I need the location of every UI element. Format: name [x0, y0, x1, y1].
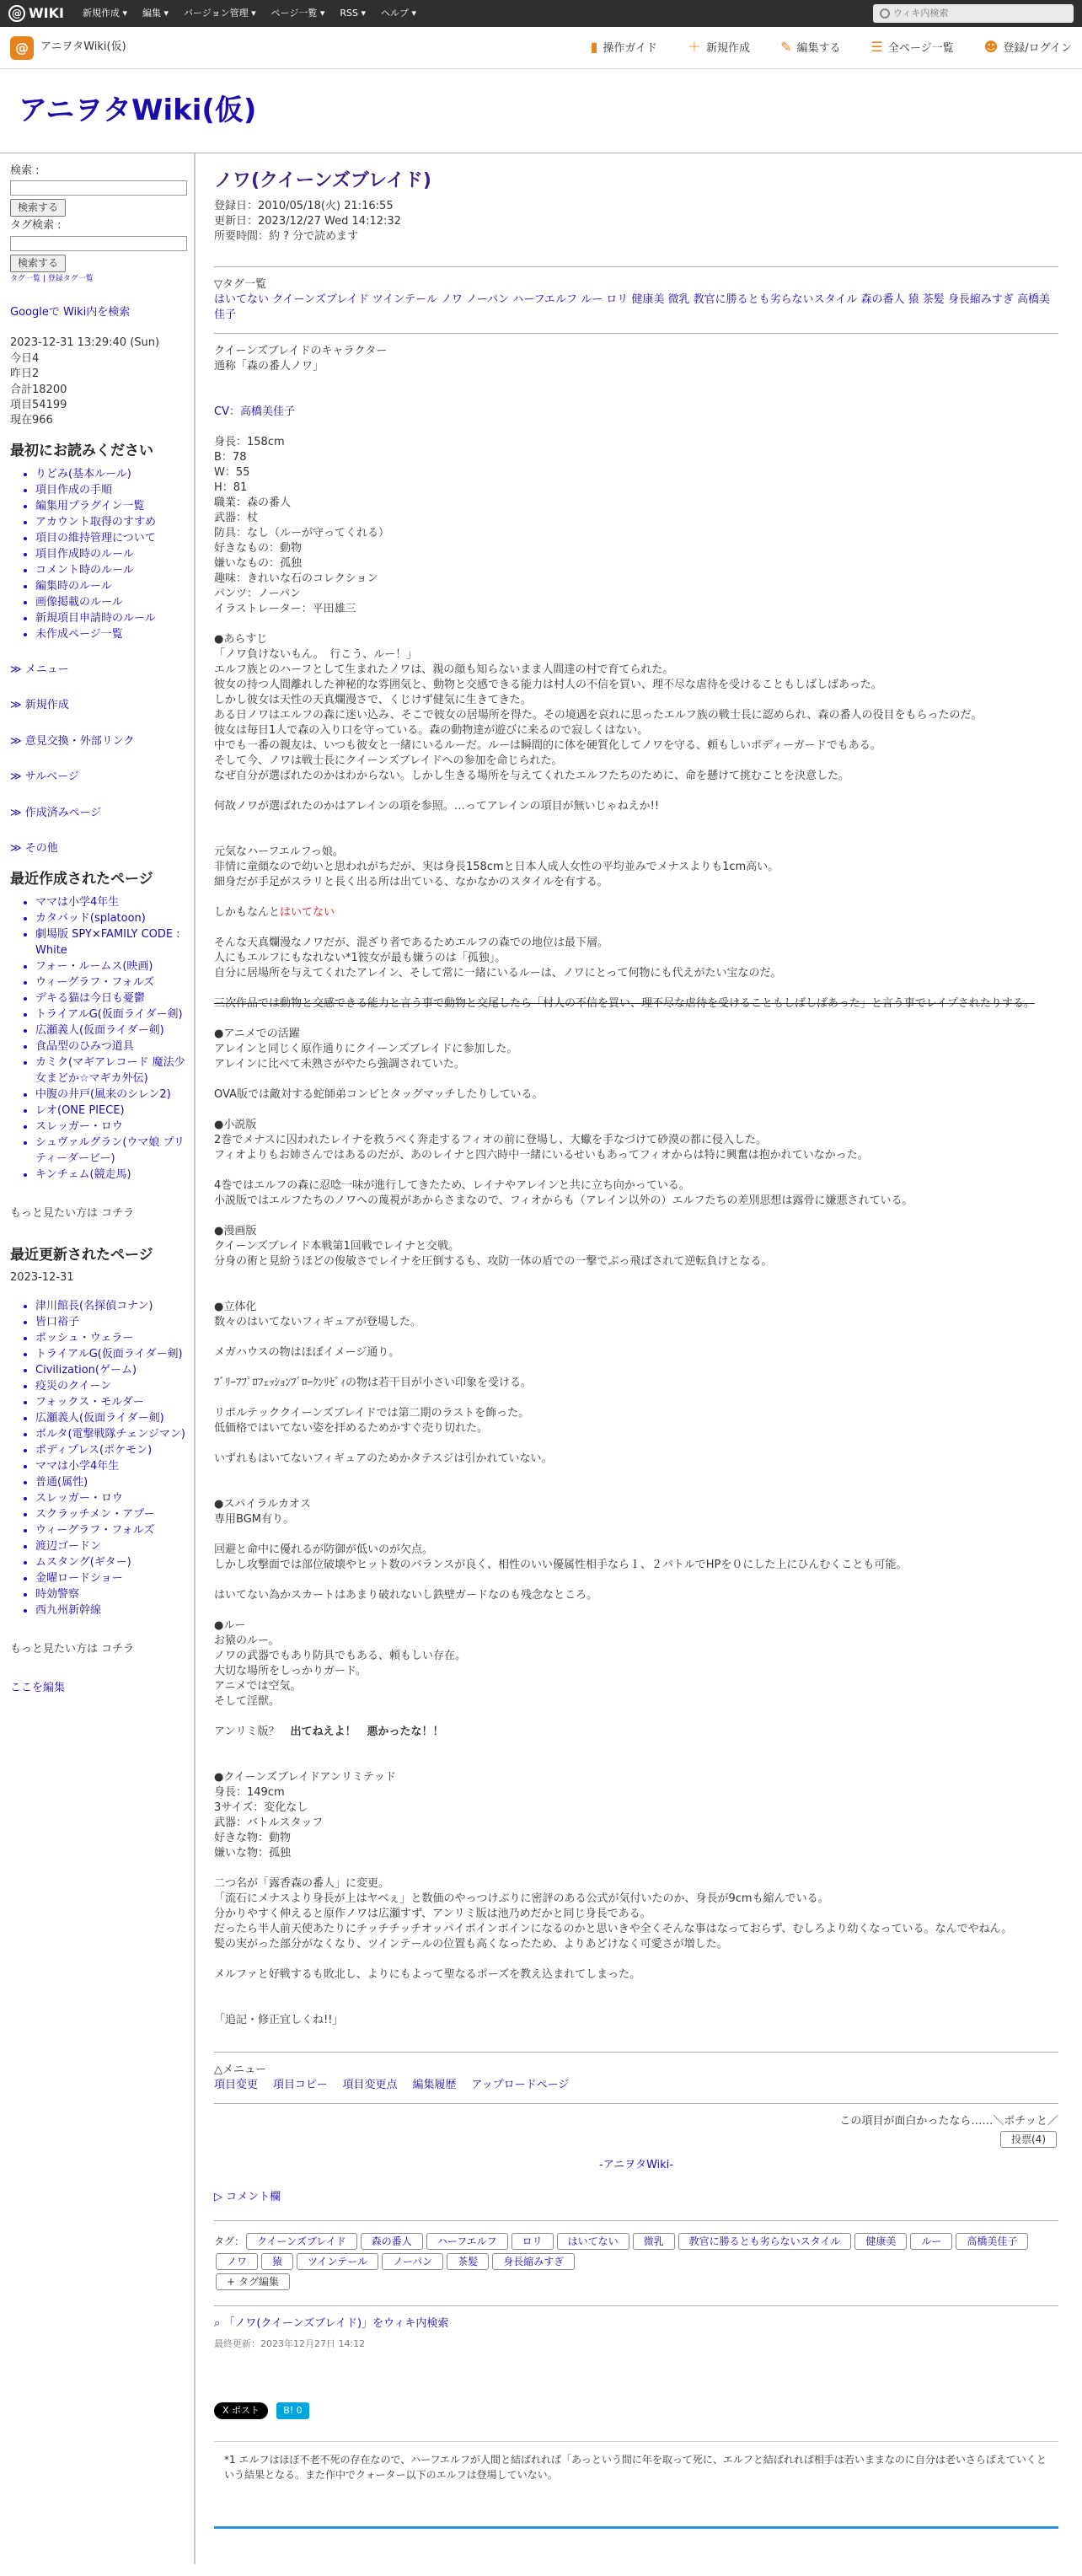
- unlimited-desc-line: 髪の実がった部分がなくなり、ツインテールの位置も高くなったため、よりあどけなく可愛さが増した。: [214, 1938, 728, 1951]
- recent-updated-item[interactable]: • スクラッチメン・アプー: [35, 1506, 194, 1522]
- roo-line: 大切な場所をしっかりガード。: [214, 1665, 367, 1677]
- profile-line: 好きなもの：動物: [214, 542, 303, 555]
- access-stats: [10, 335, 194, 429]
- site-bar: [0, 27, 1082, 69]
- manga-line: 分身の術と見紛うほどの俊敏さでレイナを圧倒するも、攻防一体の盾での一撃でぶっ飛ばされて逆転負けとなる。: [214, 1255, 773, 1268]
- synopsis-line: しかし彼女は天性の天真爛漫さで、くじけず健気に生きてきた。: [214, 694, 532, 706]
- page-meta: [214, 199, 1058, 244]
- tag-edit-button[interactable]: + タグ編集: [216, 2273, 290, 2290]
- profile-line: 趣味：きれいな石のコレクション: [214, 572, 378, 585]
- profile-line: 嫌いなもの：孤独: [214, 557, 303, 570]
- sidebar-section[interactable]: ≫ サルベージ: [10, 770, 79, 784]
- read-first-title: 最初にお読みください: [10, 442, 153, 459]
- chaos-line: 回避と命中に優れるが防御が低いのが欠点。: [214, 1543, 434, 1556]
- book-icon: ▮: [590, 39, 598, 56]
- menu-help[interactable]: ヘルプ ▾: [381, 8, 417, 19]
- tag-box: [214, 2231, 1058, 2272]
- unlimited-line: ●クイーンズブレイドアンリミテッド: [214, 1771, 396, 1784]
- anirumi-prefix: アンリミ版？: [214, 1725, 291, 1738]
- recent-created-item[interactable]: • ウィーグラフ・フォルズ: [35, 974, 194, 990]
- menu-new[interactable]: 新規作成 ▾: [82, 8, 127, 19]
- menu-rss[interactable]: RSS ▾: [340, 8, 367, 19]
- tag-chip[interactable]: クイーンズブレイド: [246, 2233, 357, 2250]
- novel-line: ●小説版: [214, 1119, 257, 1131]
- tag-chip[interactable]: ツインテール: [297, 2253, 378, 2270]
- guide-button[interactable]: [591, 38, 657, 57]
- intro-line: クイーンズブレイドのキャラクター: [214, 345, 388, 357]
- tag-chip[interactable]: ノワ: [216, 2253, 258, 2270]
- tag-heading: ▽タグ一覧: [214, 278, 266, 291]
- wiki-title[interactable]: アニヲタWiki(仮): [19, 94, 257, 128]
- recent-created-item[interactable]: • ママは小学4年生: [35, 894, 194, 910]
- unlimited-desc-line: だったら半人前天使あたりにチッチチッチオッパイボインボインになるのかと思いきや全くそんな事はなっておらず、むしろより幼くなっている。なんでやねん。: [214, 1923, 1013, 1935]
- site-icon: @: [10, 36, 34, 60]
- meta-line: 登録日：2010/05/18(火) 21:16:55: [214, 200, 394, 212]
- figure-line: リボルテッククイーンズブレイドでは第二期のラストを飾った。: [214, 1407, 530, 1419]
- wiki-search-input[interactable]: ウィキ内検索: [873, 4, 1074, 23]
- recent-created-item[interactable]: • フォー・ルームス(映画): [35, 958, 194, 974]
- synopsis-line: 彼女は毎日1人で森の入り口を守っている。森の動物達が遊びに来るので寂しくはない。: [214, 724, 649, 737]
- read-first-list: [10, 466, 194, 642]
- profile-line: 身長：158cm: [214, 436, 285, 448]
- article: [196, 153, 1082, 2564]
- synopsis-line: ある日ノワはエルフの森に迷い込み、そこで彼女の居場所を得た。その境遇を哀れに思ったエルフ族の戦士長に認められ、森の番人の役目をもらったのだ。: [214, 709, 983, 722]
- stat-line: 合計18200: [10, 383, 67, 396]
- logo-text: WIKI: [29, 4, 64, 21]
- description-line: 細身だが手足がスラリと長く出る所は出ている、なかなかのスタイルを有する。: [214, 876, 608, 888]
- read-first-item[interactable]: • コメント時のルール: [35, 562, 194, 578]
- recent-updated-title: 最近更新されたページ: [10, 1247, 153, 1264]
- meta-line: 所要時間：約 ? 分で読めます: [214, 230, 359, 243]
- unlimited-line: 嫌いな物：孤独: [214, 1847, 292, 1860]
- menu-link[interactable]: 項目変更点: [342, 2079, 398, 2091]
- tag-chip[interactable]: 茶髪: [447, 2253, 489, 2270]
- site-name-text: アニヲタWiki(仮): [40, 40, 126, 54]
- anime-line: アレインに比べて未熟さがやたら強調されていた。: [214, 1058, 465, 1071]
- chaos-line: しかし攻撃面では部位破壊やヒット数のバランスが良く、相性のいい優属性相手なら１、２バトルでHPを０にした上にひんむくことも可能。: [214, 1559, 908, 1571]
- plus-icon: ＋: [688, 39, 702, 56]
- stat-line: 昨日2: [10, 368, 40, 381]
- recent-updated-item[interactable]: • スレッガー・ロウ: [35, 1490, 194, 1506]
- vote-button[interactable]: 投票(4): [1000, 2131, 1057, 2148]
- read-first-item[interactable]: • 編集用プラグイン一覧: [35, 498, 194, 514]
- tag-chip[interactable]: 健康美: [854, 2233, 907, 2250]
- recent-updated-item[interactable]: • 西九州新幹線: [35, 1602, 194, 1618]
- tag-chip[interactable]: ノーパン: [382, 2253, 443, 2270]
- haiteinai-highlight: はいてない: [280, 906, 335, 919]
- tag-chip[interactable]: ハーフエルフ: [426, 2233, 508, 2250]
- figure-line: ﾌﾞﾘｰﾌﾌﾟﾛﾌｪｯｼｮﾝﾌﾞﾛｰｸﾝﾘｾﾞｨの物は若干目が小さい印象を受ける。: [214, 1377, 533, 1389]
- menu-edit[interactable]: 編集 ▾: [142, 8, 169, 19]
- read-first-item[interactable]: • 項目の維持管理について: [35, 530, 194, 546]
- chaos-line: 専用BGM有り。: [214, 1513, 294, 1526]
- stat-line: 2023-12-31 13:29:40 (Sun): [10, 336, 160, 350]
- recent-updated-item[interactable]: • ママは小学4年生: [35, 1458, 194, 1474]
- figure-line: 数々のはいてないフィギュアが登場した。: [214, 1316, 421, 1328]
- recent-created-item[interactable]: • キンチェム(競走馬): [35, 1167, 194, 1183]
- tag-chip[interactable]: 森の番人: [361, 2233, 423, 2250]
- unlimited-desc-line: 分かりやすく伸えると原作ノワは広瀬すず、アンリミ版は池乃めだかと同じ身長である。: [214, 1908, 651, 1920]
- anirumi-retort: 出てねえよ！ 悪かったな！！: [290, 1725, 444, 1738]
- unlimited-desc-line: メルファと好戦するも敗北し、よりにもよって聖なるポーズを教え込まれてしまった。: [214, 1968, 641, 1981]
- tag-chip[interactable]: ルー: [910, 2233, 952, 2250]
- stat-line: 現在966: [10, 414, 53, 427]
- magnifier-icon: ⌕: [214, 2317, 224, 2330]
- figure-line: メガハウスの物はほぼイメージ通り。: [214, 1346, 400, 1359]
- recent-created-item[interactable]: • カタバッド(splatoon): [35, 910, 194, 926]
- tag-chip[interactable]: ロリ: [512, 2233, 554, 2250]
- new-label: 新規作成: [706, 42, 751, 56]
- at-icon: @: [8, 5, 25, 22]
- recent-created-item[interactable]: • シュヴァルグラン(ウマ娘 プリティーダービー): [35, 1135, 194, 1167]
- tag-chip[interactable]: 高橋美佳子: [956, 2233, 1028, 2250]
- unlimited-desc-line: 二つ名が「露香森の番人」に変更。: [214, 1877, 390, 1890]
- figure-line: ●立体化: [214, 1301, 257, 1313]
- profile-line: B：78: [214, 451, 247, 464]
- tag-chip[interactable]: はいてない: [557, 2233, 629, 2250]
- menu-link[interactable]: 編集履歴: [412, 2079, 457, 2091]
- sidebar-section[interactable]: ≫ メニュー: [10, 663, 69, 677]
- recent-updated-item[interactable]: • 疫災のクイーン: [35, 1378, 194, 1394]
- wiki-search-link-text: 「ノワ(クイーンズブレイド)」をウィキ内検索: [223, 2317, 449, 2330]
- novel-line: 4巻ではエルフの森に忍唸一味が進行してきたため、レイナやアレインと共に立ち向かっている。: [214, 1179, 690, 1192]
- tag-line[interactable]: はいてない クイーンズブレイド ツインテール ノワ ノーパン ハーフエルフ ルー ロリ 健康美 微乳 教官に勝るとも劣らないスタイル 森の番人 猿 茶髪 身長縮みすぎ 高橋美佳子: [214, 293, 1051, 321]
- users-icon: ☻: [983, 39, 999, 56]
- recent-created-item[interactable]: • トライアルG(仮面ライダー剣): [35, 1006, 194, 1022]
- global-topbar: [0, 0, 1082, 27]
- synopsis-line: なぜ自分が選ばれたのかはわからない。しかし生きる場所を与えてくれたエルフたちのために、命を懸けて挑むことを決意した。: [214, 770, 850, 782]
- manga-line: ●漫画版: [214, 1225, 257, 1237]
- atwiki-logo[interactable]: [8, 4, 64, 24]
- menu-link[interactable]: 項目変更: [214, 2079, 259, 2091]
- recent-created-item[interactable]: • 劇場版 SPY×FAMILY CODE : White: [35, 926, 194, 958]
- tag-box-label: タグ：: [214, 2235, 245, 2247]
- status-line: 自分に居場所を与えてくれたアレイン、そして常に一緒にいるルーは、ノワにとって何物にも代えがたい宝なのだ。: [214, 967, 782, 979]
- status-line: 人にもエルフにもなれない*1彼女が最も嫌うのは「孤独」。: [214, 952, 506, 964]
- meta-line: 更新日：2023/12/27 Wed 14:12:32: [214, 215, 401, 228]
- unlimited-line: 身長：149cm: [214, 1786, 285, 1799]
- menu-heading: △メニュー: [214, 2063, 266, 2076]
- edit-sidebar-link[interactable]: ここを編集: [10, 1682, 66, 1695]
- x-post-button[interactable]: X ポスト: [214, 2402, 268, 2419]
- tag-chip[interactable]: 猿: [261, 2253, 293, 2270]
- sidebar-section[interactable]: ≫ 作成済みページ: [10, 806, 102, 819]
- haiteinai-prefix: しかもなんと: [214, 906, 281, 919]
- anirumi-line: [214, 1725, 1058, 1740]
- wiki-search-link[interactable]: [214, 2316, 1058, 2332]
- edit-label: 編集する: [796, 42, 841, 56]
- recent-created-item[interactable]: • 広瀬義人(仮面ライダー剣): [35, 1022, 194, 1038]
- unlimited-line: 好きな物：動物: [214, 1832, 292, 1844]
- tag-search-button[interactable]: 検索する: [10, 255, 66, 272]
- read-first-item[interactable]: • 画像掲載のルール: [35, 594, 194, 610]
- recent-updated-item[interactable]: • Civilization(ゲーム): [35, 1362, 194, 1378]
- top-menu: [83, 7, 431, 20]
- roo-line: ノワの武器でもあり防具でもある、頼もしい存在。: [214, 1650, 467, 1662]
- all-pages-label: 全ページ一覧: [887, 42, 954, 56]
- roo-line: そして淫獣。: [214, 1695, 281, 1708]
- recent-updated-item[interactable]: • 広瀬義人(仮面ライダー剣): [35, 1410, 194, 1426]
- chaos-line: はいてない為かスカートはあまり破れないし鉄壁ガードなのも残念なところ。: [214, 1589, 598, 1602]
- novel-line: フィオよりもお姉さんではあるのだが、あのレイナと四六時中一緒にいるせいもあってフィオからは特に興奮は抱かれていなかった。: [214, 1149, 869, 1162]
- read-first-item[interactable]: • アカウント取得のすすめ: [35, 514, 194, 530]
- anime-line: アレインと同じく原作通りにクイーンズブレイドに参加した。: [214, 1043, 518, 1055]
- stat-line: 項目54199: [10, 399, 67, 411]
- struck-paragraph: 三次作品では動物と交感できる能力と言う事で動物と交尾したら「村人の不信を買い、理不尽な虐待を受けることもしばしばあった」と言う事でレイプされたりする。: [214, 997, 1035, 1010]
- profile-line: 武器：杖: [214, 512, 259, 524]
- recent-created-item[interactable]: • スレッガー・ロウ: [35, 1119, 194, 1135]
- profile-line: W：55: [214, 466, 250, 479]
- login-button[interactable]: [984, 38, 1072, 57]
- recent-updated-item[interactable]: • 津川館長(名探偵コナン): [35, 1298, 194, 1314]
- read-first-item[interactable]: • 編集時のルール: [35, 578, 194, 594]
- aside-paragraph: 何故ノワが選ばれたのかはアレインの項を参照。…ってアレインの項目が無いじゃねえか!!: [214, 800, 660, 813]
- anime-line: OVA版では敵対する蛇師弟コンビとタッグマッチしたりしている。: [214, 1088, 544, 1101]
- menu-link[interactable]: アップロードページ: [471, 2079, 570, 2091]
- recent-updated-item[interactable]: • 皆口裕子: [35, 1314, 194, 1330]
- page-title: ノワ(クイーンズブレイド): [214, 170, 431, 191]
- tag-search-input[interactable]: [10, 236, 187, 251]
- roo-line: アニメでは空気。: [214, 1680, 302, 1693]
- recent-created-item[interactable]: • レオ(ONE PIECE): [35, 1103, 194, 1119]
- recent-updated-item[interactable]: • 渡辺ゴードン: [35, 1538, 194, 1554]
- profile-line: 職業：森の番人: [214, 496, 292, 509]
- tag-search-label: タグ検索 :: [10, 219, 62, 233]
- sidebar-section[interactable]: ≫ その他: [10, 842, 58, 856]
- vote-text: この項目が面白かったなら……＼ポチッと／: [839, 2115, 1058, 2128]
- recent-created-item[interactable]: • カミク(マギアレコード 魔法少女まどか☆マギカ外伝): [35, 1055, 194, 1087]
- recent-date: 2023-12-31: [10, 1271, 74, 1285]
- more-updated[interactable]: もっと見たい方は コチラ: [10, 1642, 135, 1656]
- closing-line: 「追記・修正宜しくね!!」: [214, 2014, 344, 2026]
- profile-line: イラストレーター：平田雄三: [214, 603, 356, 615]
- chaos-line: ●スパイラルカオス: [214, 1498, 311, 1511]
- synopsis-line: エルフ族とのハーフとして生まれたノワは、親の顔も知らないまま人間達の村で育てられた。: [214, 663, 674, 676]
- menu-link[interactable]: 項目コピー: [273, 2079, 328, 2091]
- footer-bar: [214, 2526, 1058, 2529]
- description-line: 非情に童顔なので幼いと思われがちだが、実は身長158cmと日本人成人女性の平均並みでメナスよりも1cm高い。: [214, 861, 779, 873]
- read-first-item[interactable]: • 項目作成の手順: [35, 482, 194, 498]
- novel-line: 小説版ではエルフたちのノワへの蔑視があからさまなので、フィオからも（アレイン以外の）エルフたちの差別思想は露骨に嫌悪されている。: [214, 1194, 913, 1207]
- recent-updated-item[interactable]: • トライアルG(仮面ライダー剣): [35, 1346, 194, 1362]
- roo-line: お猿のルー。: [214, 1634, 280, 1647]
- read-first-item[interactable]: • 項目作成時のルール: [35, 546, 194, 562]
- sidebar-sections: [10, 663, 194, 857]
- read-first-item[interactable]: • 未作成ページ一覧: [35, 626, 194, 642]
- recent-updated-item[interactable]: • ボッシュ・ウェラー: [35, 1330, 194, 1346]
- profile-line: 防具：なし（ルーが守ってくれる）: [214, 527, 390, 539]
- menu-pages[interactable]: ページ一覧 ▾: [270, 8, 325, 19]
- stat-line: 今日4: [10, 352, 40, 365]
- sidebar-section[interactable]: ≫ 新規作成: [10, 699, 69, 712]
- comments-toggle[interactable]: ▷ コメント欄: [214, 2191, 281, 2203]
- google-search-link[interactable]: Googleで Wiki内を検索: [10, 305, 131, 319]
- intro-line: 通称「森の番人ノワ」: [214, 360, 324, 373]
- tag-chip[interactable]: 微乳: [633, 2233, 675, 2250]
- synopsis-line: ●あらすじ: [214, 633, 268, 646]
- read-first-item[interactable]: • りどみ(基本ルール): [35, 466, 194, 482]
- figure-line: 低価格ではいてない姿を拝めるためかすぐ売り切れた。: [214, 1422, 489, 1435]
- menu-links: [214, 2078, 1058, 2093]
- description-line: 元気なハーフエルフっ娘。: [214, 845, 344, 858]
- read-first-item[interactable]: • 新規項目申請時のルール: [35, 610, 194, 626]
- hatena-bookmark-button[interactable]: B! 0: [276, 2402, 308, 2419]
- guide-label: 操作ガイド: [603, 42, 658, 56]
- synopsis-line: 彼女の持つ人間離れした神秘的な雰囲気と、動物と交感できる能力は村人の不信を買い、理不尽な虐待を受けることもしばしばあった。: [214, 679, 882, 691]
- tag-chip[interactable]: 身長縮みすぎ: [492, 2253, 575, 2270]
- haiteinai-line: [214, 905, 1058, 920]
- pencil-icon: ✎: [780, 39, 792, 56]
- recent-updated-item[interactable]: • 普通(属性): [35, 1474, 194, 1490]
- anime-line: ●アニメでの活躍: [214, 1028, 300, 1040]
- recent-created-item[interactable]: • デキる猫は今日も憂鬱: [35, 990, 194, 1006]
- unlimited-line: 3サイズ：変化なし: [214, 1801, 308, 1814]
- recent-created-item[interactable]: • 食品型のひみつ道具: [35, 1038, 194, 1055]
- recent-updated-item[interactable]: • ボディプレス(ポケモン): [35, 1442, 194, 1458]
- unlimited-line: 武器：バトルスタッフ: [214, 1817, 324, 1829]
- synopsis-line: 中でも一番の親友は、いつも彼女と一緒にいるルーだ。ルーは瞬間的に体を硬質化してノワを守る、頼もしいボディーガードでもある。: [214, 739, 881, 752]
- recent-updated-item[interactable]: • ウィーグラフ・フォルズ: [35, 1522, 194, 1538]
- last-updated: 最終更新：2023年12月27日 14:12: [214, 2338, 366, 2349]
- search-label: 検索 :: [10, 164, 40, 177]
- sidebar-search-input[interactable]: [10, 180, 187, 196]
- roo-line: ●ルー: [214, 1619, 246, 1632]
- recent-updated-item[interactable]: • ムスタング(ギター): [35, 1554, 194, 1570]
- profile-line: H：81: [214, 481, 248, 494]
- recent-updated-list: [10, 1298, 194, 1618]
- status-line: そんな天真爛漫なノワだが、混ざり者であるためエルフの森での地位は最下層。: [214, 936, 609, 949]
- edit-button[interactable]: [780, 38, 840, 57]
- recent-created-title: 最近作成されたページ: [10, 870, 153, 888]
- manga-line: クイーンズブレイド本戦第1回戦でレイナと交戦。: [214, 1240, 460, 1253]
- synopsis-line: そして今、ノワは戦士長にクイーンズブレイドへの参加を命じられた。: [214, 754, 563, 767]
- recent-updated-item[interactable]: • フォックス・モルダー: [35, 1394, 194, 1410]
- recent-created-list: [10, 894, 194, 1183]
- site-signature: -アニヲタWiki-: [599, 2159, 673, 2171]
- profile-line: パンツ：ノーパン: [214, 588, 301, 600]
- login-label: 登録/ログイン: [1003, 42, 1072, 56]
- synopsis-line: 「ノワ負けないもん。 行こう、ルー！」: [214, 648, 418, 661]
- new-page-button[interactable]: [688, 38, 750, 57]
- site-actions: [560, 38, 1072, 57]
- article-body: [214, 344, 1058, 2028]
- list-icon: ☰: [870, 39, 883, 56]
- menu-version[interactable]: バージョン管理 ▾: [184, 8, 256, 19]
- tag-list-links[interactable]: タグ一覧 | 登録タグ一覧: [10, 274, 94, 283]
- recent-updated-item[interactable]: • ボルタ(電撃戦隊チェンジマン): [35, 1426, 194, 1442]
- unlimited-desc-line: 「流石にメナスより身長が上はヤベぇ」と数価のやっつけぶりに密評のある公式が気付いたのか、身長が9cmも縮んでいる。: [214, 1892, 829, 1905]
- all-pages-button[interactable]: [870, 38, 953, 57]
- cv-line[interactable]: CV：高橋美佳子: [214, 405, 295, 418]
- tag-chip[interactable]: 教官に勝るとも劣らないスタイル: [678, 2233, 852, 2250]
- recent-created-item[interactable]: • 中腹の井戸(風来のシレン2): [35, 1087, 194, 1103]
- novel-line: 2巻でメナスに囚われたレイナを救うべく奔走するフィオの前に登場し、大蠍を手なづけて砂漠の都に侵入した。: [214, 1134, 768, 1146]
- footnote: *1 エルフはほぼ不老不死の存在なので、ハーフエルフが人間と結ばれれば「あっという間に年を取って死に、エルフと結ばれれば相手は若いままなのに自分は老いさらばえていくという結果となる。また作中でクォーター以下のエルフは登場していない。: [214, 2441, 1058, 2493]
- figure-line: いずれもはいてないフィギュアのためかタテスジは引かれていない。: [214, 1452, 553, 1465]
- sidebar-section[interactable]: ≫ 意見交換・外部リンク: [10, 734, 135, 748]
- sidebar: [0, 153, 196, 2564]
- sidebar-search-button[interactable]: 検索する: [10, 199, 66, 217]
- recent-updated-item[interactable]: • 金曜ロードショー: [35, 1570, 194, 1586]
- wiki-banner: [0, 69, 1082, 153]
- site-name[interactable]: [10, 36, 126, 60]
- recent-updated-item[interactable]: • 時効警察: [35, 1586, 194, 1602]
- more-created[interactable]: もっと見たい方は コチラ: [10, 1206, 135, 1220]
